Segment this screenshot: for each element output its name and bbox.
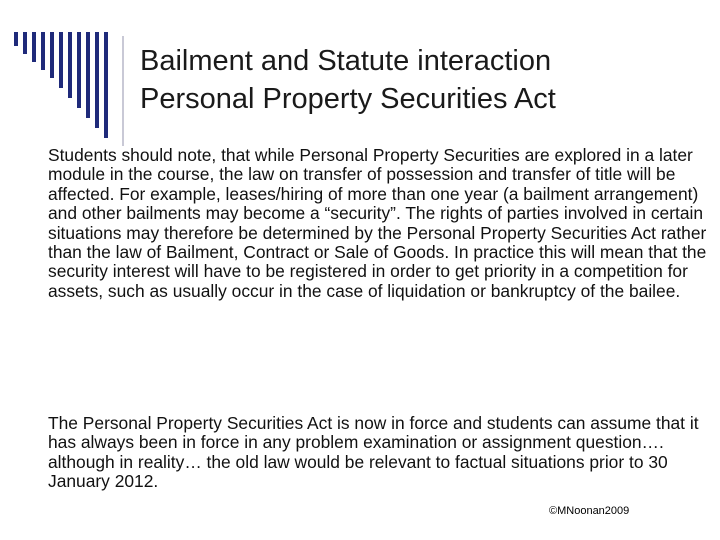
title-line-2: Personal Property Securities Act	[140, 83, 556, 115]
decorative-bar	[41, 32, 45, 70]
decorative-bar	[50, 32, 54, 78]
body-paragraph-2: The Personal Property Securities Act is now in force and students can assume that it has always been in force in any problem examination or assignment question…. although in reality… the old law would be relevant to factual situations prior to 30 January 2012.	[48, 413, 699, 492]
title-line-1: Bailment and Statute interaction	[140, 45, 552, 77]
decorative-bar	[77, 32, 81, 108]
decorative-bar	[95, 32, 99, 128]
decorative-bar	[14, 32, 18, 46]
decorative-bar	[86, 32, 90, 118]
title-divider	[122, 36, 124, 146]
decorative-bar	[23, 32, 27, 54]
body-paragraph-1: Students should note, that while Personal Property Securities are explored in a later module in the course, the law on transfer of possession and transfer of title will be affected. For example, leases/hiring of more than one year (a bailment arrangement) and other bailments may become a “security”. The rights of parties involved in certain situations may therefore be determined by the Personal Property Securities Act rather than the law of Bailment, Contract or Sale of Goods. In practice this will mean that the security interest will have to be registered in order to get priority in a competition for assets, such as usually occur in the case of liquidation or bankruptcy of the bailee.	[48, 145, 707, 301]
decorative-bar	[59, 32, 63, 88]
decorative-bars	[14, 32, 124, 152]
decorative-bar	[32, 32, 36, 62]
copyright-footer: ©MNoonan2009	[549, 505, 630, 517]
decorative-bar	[68, 32, 72, 98]
slide-title	[140, 42, 700, 118]
decorative-bar	[104, 32, 108, 138]
